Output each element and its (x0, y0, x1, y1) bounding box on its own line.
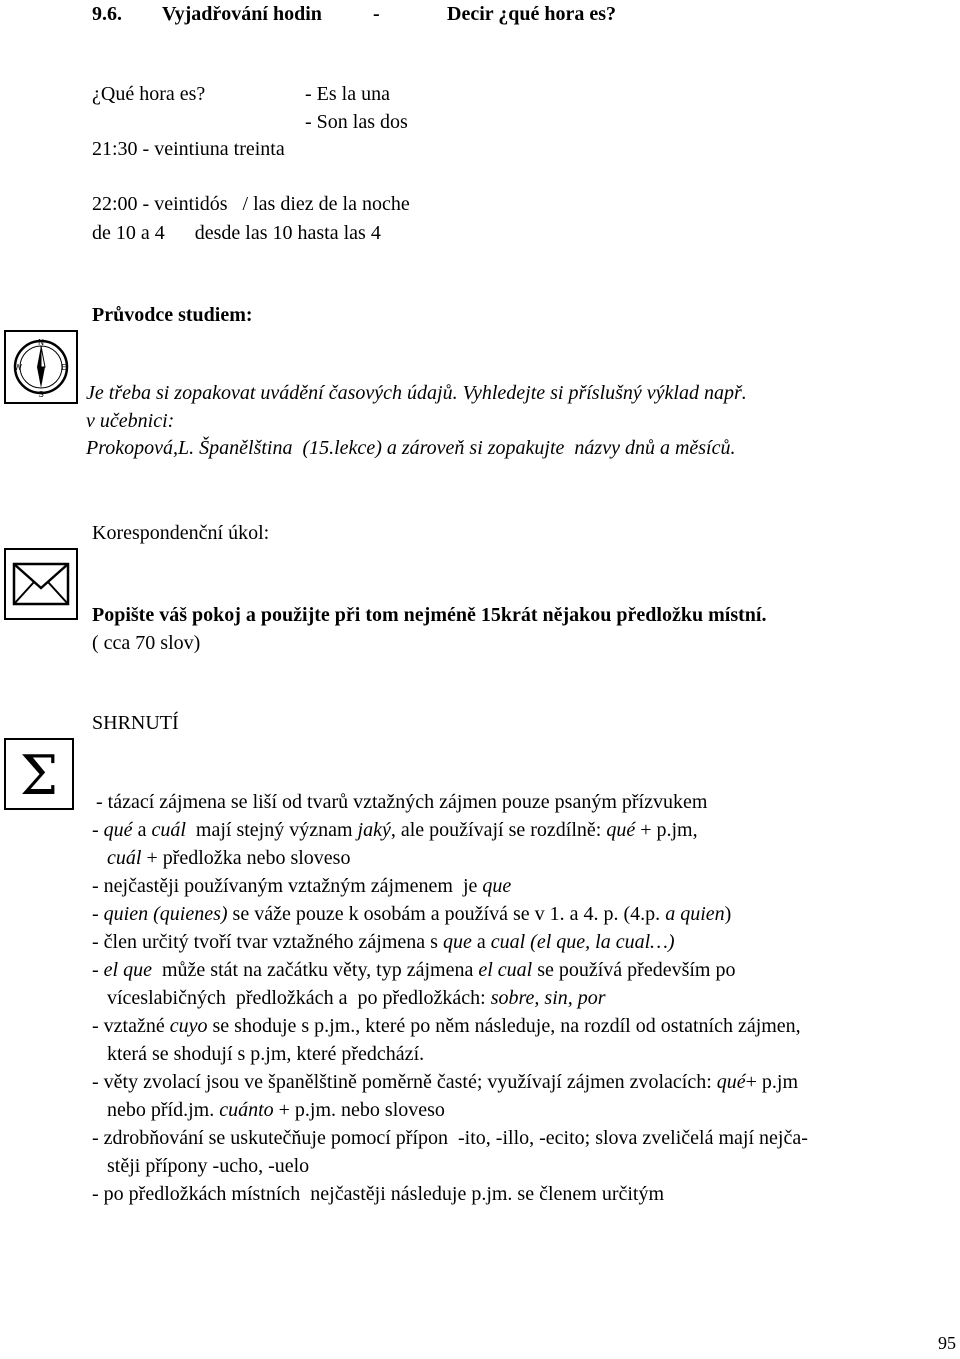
summary-list (92, 790, 952, 1210)
summary-line-3 (107, 846, 350, 870)
summary-line-8-b: sobre, sin, por (490, 987, 606, 1009)
svg-text:S: S (38, 390, 44, 399)
summary-line-8-a: víceslabičných předložkách a po předložkách: (107, 987, 491, 1009)
example-answer-two: - Son las dos (305, 111, 408, 133)
summary-line-5-a: - (92, 903, 104, 925)
summary-line-11-a: - věty zvolací jsou ve španělštině poměrně časté; využívají zájmen zvolacích: (92, 1071, 717, 1093)
summary-line-5 (92, 902, 731, 926)
summary-line-4-a: - nejčastěji používaným vztažným zájmenem je (92, 875, 483, 897)
summary-line-2 (92, 818, 698, 842)
summary-line-15: - po předložkách místních nejčastěji následuje p.jm. se členem určitým (92, 1183, 665, 1205)
example-time-2130: 21:30 - veintiuna treinta (92, 138, 285, 160)
summary-line-5-d: a quien (665, 903, 725, 925)
svg-text:E: E (61, 363, 67, 372)
summary-line-8 (107, 986, 606, 1010)
summary-line-12-a: nebo příd.jm. (107, 1099, 220, 1121)
summary-line-6-d: cual (el que, la cual…) (490, 931, 675, 953)
task-text-line-2: ( cca 70 slov) (92, 632, 201, 654)
summary-line-7-c: může stát na začátku věty, typ zájmena (151, 959, 479, 981)
summary-line-12 (107, 1098, 445, 1122)
guide-text-line-1: Je třeba si zopakovat uvádění časových údajů. Vyhledejte si příslušný výklad např. (86, 382, 747, 404)
section-title-spanish: Decir ¿qué hora es? (447, 3, 617, 25)
summary-line-9 (92, 1014, 801, 1038)
summary-line-13: - zdrobňování se uskutečňuje pomocí přípon -ito, -illo, -ecito; slova zveličelá mají nejča- (92, 1127, 808, 1149)
summary-line-2-g: , ale používají se rozdílně: (390, 819, 607, 841)
example-answer-one: - Es la una (305, 83, 390, 105)
summary-line-2-f: jaký (357, 819, 391, 841)
envelope-icon (4, 548, 78, 620)
section-dash: - (373, 3, 380, 25)
summary-line-9-a: - vztažné (92, 1015, 170, 1037)
summary-line-1: - tázací zájmena se liší od tvarů vztažných zájmen pouze psaným přízvukem (96, 791, 708, 813)
sigma-icon (4, 738, 74, 810)
summary-line-6-a: - člen určitý tvoří tvar vztažného zájmena s (92, 931, 443, 953)
summary-line-2-i: + p.jm, (635, 819, 698, 841)
summary-line-2-h: qué (606, 819, 636, 841)
example-time-2200: 22:00 - veintidós / las diez de la noche (92, 193, 410, 215)
section-number: 9.6. (92, 3, 122, 25)
summary-line-12-c: + p.jm. nebo sloveso (273, 1099, 445, 1121)
summary-line-7-d: el cual (478, 959, 533, 981)
compass-icon (4, 330, 78, 404)
summary-line-9-c: se shoduje s p.jm., které po něm následuje, na rozdíl od ostatních zájmen, (207, 1015, 801, 1037)
summary-line-7-e: se používá především po (532, 959, 736, 981)
summary-line-12-b: cuánto (219, 1099, 274, 1121)
summary-line-6 (92, 930, 675, 954)
task-text-line-1: Popište váš pokoj a použijte při tom nejméně 15krát nějakou předložku místní. (92, 604, 767, 626)
guide-title: Průvodce studiem: (92, 304, 253, 326)
summary-line-2-d: cuál (151, 819, 186, 841)
svg-text:W: W (14, 363, 22, 372)
summary-line-5-e: ) (724, 903, 732, 925)
summary-line-3-b: + předložka nebo sloveso (141, 847, 351, 869)
guide-text-line-2: v učebnici: (86, 410, 175, 432)
summary-line-5-c: se váže pouze k osobám a používá se v 1. a 4. p. (4.p. (227, 903, 666, 925)
summary-line-11-c: + p.jm (745, 1071, 799, 1093)
summary-line-2-e: mají stejný význam (185, 819, 358, 841)
page-number: 95 (938, 1333, 956, 1353)
summary-line-10: která se shodují s p.jm, které předchází. (107, 1043, 425, 1065)
summary-line-4-b: que (482, 875, 512, 897)
summary-line-11 (92, 1070, 798, 1094)
example-range: de 10 a 4 desde las 10 hasta las 4 (92, 222, 381, 244)
svg-text:N: N (38, 338, 44, 347)
guide-text-line-3: Prokopová,L. Španělština (15.lekce) a zároveň si zopakujte názvy dnů a měsíců. (86, 437, 736, 459)
section-title: Vyjadřování hodin (162, 3, 322, 25)
summary-line-7-a: - (92, 959, 104, 981)
summary-line-6-b: que (442, 931, 472, 953)
summary-line-9-b: cuyo (169, 1015, 208, 1037)
summary-line-11-b: qué (716, 1071, 746, 1093)
svg-text:Σ: Σ (19, 744, 59, 807)
example-question: ¿Qué hora es? (92, 83, 206, 105)
summary-line-6-c: a (471, 931, 491, 953)
summary-line-2-b: qué (103, 819, 133, 841)
summary-line-5-b: quien (quienes) (103, 903, 228, 925)
summary-line-3-a: cuál (107, 847, 142, 869)
summary-line-4 (92, 874, 511, 898)
summary-line-2-c: a (132, 819, 152, 841)
summary-line-2-a: - (92, 819, 104, 841)
summary-line-14: stěji přípony -ucho, -uelo (107, 1155, 310, 1177)
task-title: Korespondenční úkol: (92, 522, 270, 544)
summary-title: SHRNUTÍ (92, 712, 179, 734)
summary-line-7-b: el que (103, 959, 152, 981)
summary-line-7 (92, 958, 735, 982)
